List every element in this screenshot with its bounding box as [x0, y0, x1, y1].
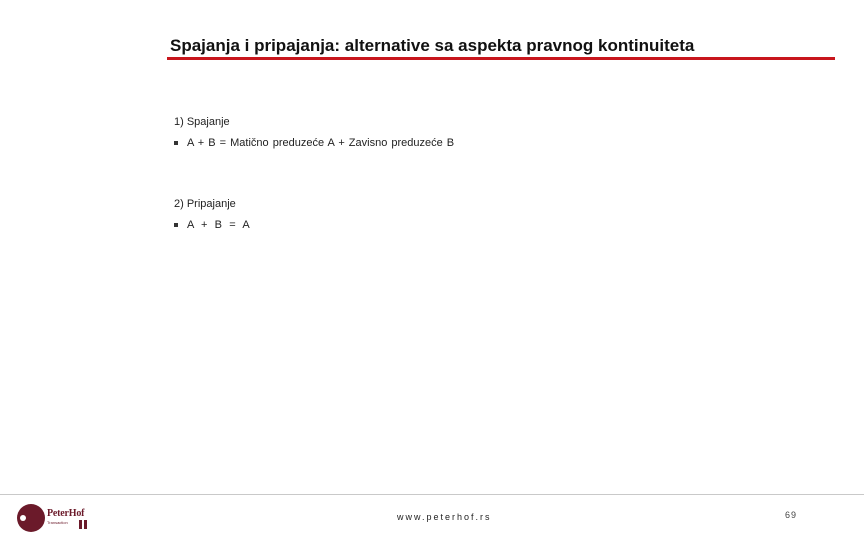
section-heading: 2) Pripajanje — [174, 198, 236, 210]
slide-title: Spajanja i pripajanja: alternative sa aspekta pravnog kontinuiteta — [170, 36, 695, 55]
bullet-marker — [174, 141, 178, 145]
bullet-marker — [174, 223, 178, 227]
bullet-text: A + B = Matično preduzeće A + Zavisno preduzeće B — [187, 137, 455, 149]
bullet-text: A + B = A — [187, 219, 252, 231]
title-underline — [167, 57, 835, 60]
logo-subtitle: Transaction — [47, 520, 68, 525]
footer-divider — [0, 494, 864, 495]
logo-name: PeterHof — [47, 508, 85, 519]
section-spajanje — [174, 115, 454, 150]
page-number: 69 — [785, 510, 798, 520]
section-pripajanje — [174, 197, 251, 232]
bullet-item — [174, 136, 454, 150]
website-url: www.peterhof.rs — [397, 512, 492, 522]
section-heading: 1) Spajanje — [174, 116, 230, 128]
peterhof-logo — [15, 503, 95, 533]
bullet-item — [174, 218, 251, 232]
